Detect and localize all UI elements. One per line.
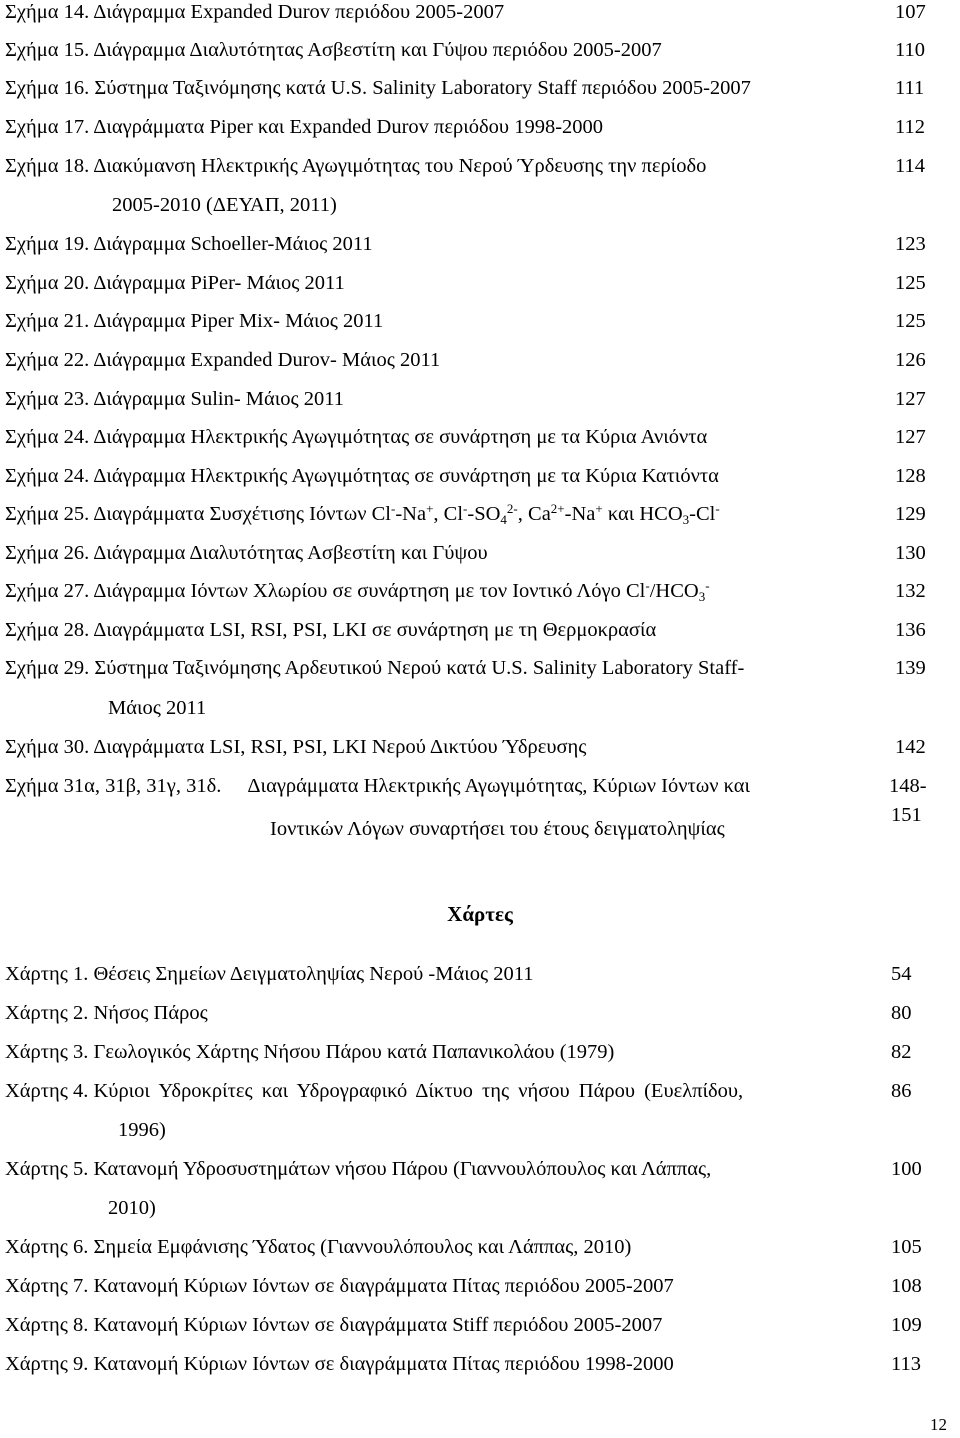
- figure-entry: [0, 461, 960, 491]
- figure-title: Διαγράμματα LSI, RSI, PSI, LKI Νερού Δικτύου Ύδρευσης: [93, 736, 587, 758]
- figure-page: 142: [895, 736, 926, 758]
- figure-title: Διάγραμμα Ιόντων Χλωρίου σε συνάρτηση με τον Ιοντικό Λόγο $Cl^-/HCO_3^-$: [93, 578, 710, 604]
- figure-label: Σχήμα 17.: [5, 116, 90, 138]
- figure-entry: [0, 151, 960, 181]
- figure-title: Σύστημα Ταξινόμησης Αρδευτικού Νερού κατά U.S. Salinity Laboratory Staff-: [94, 657, 745, 679]
- map-label: Χάρτης 8.: [5, 1314, 89, 1336]
- map-entry: [0, 1076, 960, 1106]
- figure-title: Διάγραμμα Ηλεκτρικής Αγωγιμότητας σε συνάρτηση με τα Κύρια Ανιόντα: [93, 426, 708, 448]
- map-page: 108: [891, 1275, 922, 1297]
- figure-title: Διάγραμμα PiPer- Μάιος 2011: [93, 272, 345, 294]
- figure-title: Διάγραμμα Schoeller-Μάιος 2011: [93, 233, 373, 255]
- figure-entry: [0, 229, 960, 259]
- map-entry: [0, 998, 960, 1028]
- figure-title: Διάγραμμα Sulin- Μάιος 2011: [93, 388, 345, 410]
- figure-page: 148-: [889, 775, 927, 797]
- figure-entry: [0, 653, 960, 683]
- map-page: 100: [891, 1158, 922, 1180]
- figure-page: 125: [895, 272, 926, 294]
- figure-entry: [0, 384, 960, 414]
- figure-entry: [0, 732, 960, 762]
- map-label: Χάρτης 5.: [5, 1158, 89, 1180]
- map-page: 82: [891, 1041, 912, 1063]
- figure-page: 130: [895, 542, 926, 564]
- figure-label: Σχήμα 21.: [5, 310, 90, 332]
- map-title: Θέσεις Σημείων Δειγματοληψίας Νερού -Μάιος 2011: [93, 963, 534, 985]
- figure-label: Σχήμα 26.: [5, 542, 90, 564]
- map-label: Χάρτης 7.: [5, 1275, 89, 1297]
- figure-label: Σχήμα 25.: [5, 503, 90, 525]
- figure-label: Σχήμα 14.: [5, 1, 90, 23]
- maps-heading: Χάρτες: [447, 902, 513, 926]
- figure-page: 128: [895, 465, 926, 487]
- figure-entry: [0, 538, 960, 568]
- figure-title: Σύστημα Ταξινόμησης κατά U.S. Salinity Laboratory Staff περιόδου 2005-2007: [94, 77, 751, 99]
- map-page: 113: [891, 1353, 921, 1375]
- figure-page: 126: [895, 349, 926, 371]
- figure-entry: [0, 345, 960, 375]
- map-entry: [0, 1271, 960, 1301]
- figure-label: Σχήμα 16.: [5, 77, 90, 99]
- figure-title: Διακύμανση Ηλεκτρικής Αγωγιμότητας του Νερού Ύρδευσης την περίοδο: [93, 155, 707, 177]
- figure-label: Σχήμα 22.: [5, 349, 90, 371]
- figure-entry-continuation: [0, 693, 960, 723]
- figure-title: Διάγραμμα Piper Mix- Μάιος 2011: [93, 310, 384, 332]
- map-label: Χάρτης 4.: [5, 1080, 89, 1102]
- map-entry: [0, 1232, 960, 1262]
- figure-entry: [0, 306, 960, 336]
- figure-title-line2: 2005-2010 (ΔΕΥΑΠ, 2011): [112, 194, 337, 216]
- figure-page: 129: [895, 503, 926, 525]
- map-title: Γεωλογικός Χάρτης Νήσου Πάρου κατά Παπανικολάου (1979): [93, 1041, 615, 1063]
- map-page: 80: [891, 1002, 912, 1024]
- page-number: 12: [930, 1415, 947, 1434]
- figure-label: Σχήμα 28.: [5, 619, 90, 641]
- map-label: Χάρτης 2.: [5, 1002, 89, 1024]
- figure-label: Σχήμα 15.: [5, 39, 90, 61]
- figure-label: Σχήμα 18.: [5, 155, 90, 177]
- figure-page: 125: [895, 310, 926, 332]
- figure-page: 136: [895, 619, 926, 641]
- figure-entry: [0, 268, 960, 298]
- map-title: Σημεία Εμφάνισης Ύδατος (Γιαννουλόπουλος και Λάππας, 2010): [93, 1236, 632, 1258]
- map-page: 105: [891, 1236, 922, 1258]
- map-label: Χάρτης 1.: [5, 963, 89, 985]
- map-label: Χάρτης 3.: [5, 1041, 89, 1063]
- map-entry: [0, 1037, 960, 1067]
- figure-entry: [0, 771, 960, 801]
- figure-page: 123: [895, 233, 926, 255]
- figure-title: Διαγράμματα Piper και Expanded Durov περιόδου 1998-2000: [93, 116, 604, 138]
- map-title-line2: 2010): [108, 1197, 156, 1219]
- figure-entry: [0, 422, 960, 452]
- figure-entry: [0, 35, 960, 65]
- figure-title: Διάγραμμα Expanded Durov- Μάιος 2011: [93, 349, 441, 371]
- figure-entry: [0, 576, 960, 606]
- map-entry-continuation: [0, 1193, 960, 1223]
- map-entry: [0, 959, 960, 989]
- figure-page: 114: [895, 155, 925, 177]
- map-title: Κατανομή Υδροσυστημάτων νήσου Πάρου (Γιαννουλόπουλος και Λάππας,: [93, 1158, 712, 1180]
- map-title-line2: 1996): [118, 1119, 166, 1141]
- figure-entry: [0, 499, 960, 529]
- map-entry: [0, 1310, 960, 1340]
- figure-page: 132: [895, 580, 926, 602]
- figure-label: Σχήμα 23.: [5, 388, 90, 410]
- figure-title: Διαγράμματα Συσχέτισης Ιόντων Cl--Na+, $Cl^--SO_4^{2-}$, $Ca^{2+}-Na^+$ και $HCO_3-Cl^-$: [93, 501, 720, 527]
- figure-page: 127: [895, 426, 926, 448]
- map-title: Κατανομή Κύριων Ιόντων σε διαγράμματα Stiff περιόδου 2005-2007: [93, 1314, 663, 1336]
- map-entry-continuation: [0, 1115, 960, 1145]
- figure-label: Σχήμα 19.: [5, 233, 90, 255]
- figure-title: Διαγράμματα Ηλεκτρικής Αγωγιμότητας, Κύριων Ιόντων και: [247, 775, 751, 797]
- map-page: 109: [891, 1314, 922, 1336]
- map-title: Νήσος Πάρος: [93, 1002, 208, 1024]
- map-entry: [0, 1349, 960, 1379]
- figure-entry-continuation: [0, 190, 960, 220]
- map-label: Χάρτης 9.: [5, 1353, 89, 1375]
- figure-entry: [0, 73, 960, 103]
- figure-title: Διαγράμματα LSI, RSI, PSI, LKI σε συνάρτηση με τη Θερμοκρασία: [93, 619, 657, 641]
- figure-label: Σχήμα 24.: [5, 426, 90, 448]
- figure-title: Διάγραμμα Ηλεκτρικής Αγωγιμότητας σε συνάρτηση με τα Κύρια Κατιόντα: [93, 465, 719, 487]
- figure-label: Σχήμα 20.: [5, 272, 90, 294]
- figure-entry-continuation: [0, 814, 960, 844]
- figure-page: 112: [895, 116, 925, 138]
- figure-title-line2: Ιοντικών Λόγων συναρτήσει του έτους δειγματοληψίας: [270, 818, 725, 840]
- figure-entry: [0, 112, 960, 142]
- figure-title: Διάγραμμα Expanded Durov περιόδου 2005-2007: [93, 1, 505, 23]
- figure-page: 139: [895, 657, 926, 679]
- figure-title-line2: Μάιος 2011: [108, 697, 207, 719]
- map-title: Κατανομή Κύριων Ιόντων σε διαγράμματα Πίτας περιόδου 1998-2000: [93, 1353, 674, 1375]
- map-title: Κατανομή Κύριων Ιόντων σε διαγράμματα Πίτας περιόδου 2005-2007: [93, 1275, 674, 1297]
- figure-page: 107: [895, 1, 926, 23]
- figure-title: Διάγραμμα Διαλυτότητας Ασβεστίτη και Γύψου: [93, 542, 488, 564]
- figure-label: Σχήμα 29.: [5, 657, 90, 679]
- map-entry: [0, 1154, 960, 1184]
- map-label: Χάρτης 6.: [5, 1236, 89, 1258]
- figure-title: Διάγραμμα Διαλυτότητας Ασβεστίτη και Γύψου περιόδου 2005-2007: [93, 39, 662, 61]
- figure-label: Σχήμα 30.: [5, 736, 90, 758]
- figure-label: Σχήμα 27.: [5, 580, 90, 602]
- figure-label: Σχήμα 24.: [5, 465, 90, 487]
- figure-label: Σχήμα 31α, 31β, 31γ, 31δ.: [5, 775, 222, 797]
- figure-page: 111: [895, 77, 925, 99]
- map-page: 54: [891, 963, 912, 985]
- figure-page: 127: [895, 388, 926, 410]
- map-title: Κύριοι Υδροκρίτες και Υδρογραφικό Δίκτυο της νήσου Πάρου (Ευελπίδου,: [93, 1080, 744, 1102]
- figure-page-line2: 151: [891, 804, 922, 826]
- figure-entry: [0, 615, 960, 645]
- figure-page: 110: [895, 39, 925, 61]
- figure-entry: [0, 0, 960, 27]
- map-page: 86: [891, 1080, 912, 1102]
